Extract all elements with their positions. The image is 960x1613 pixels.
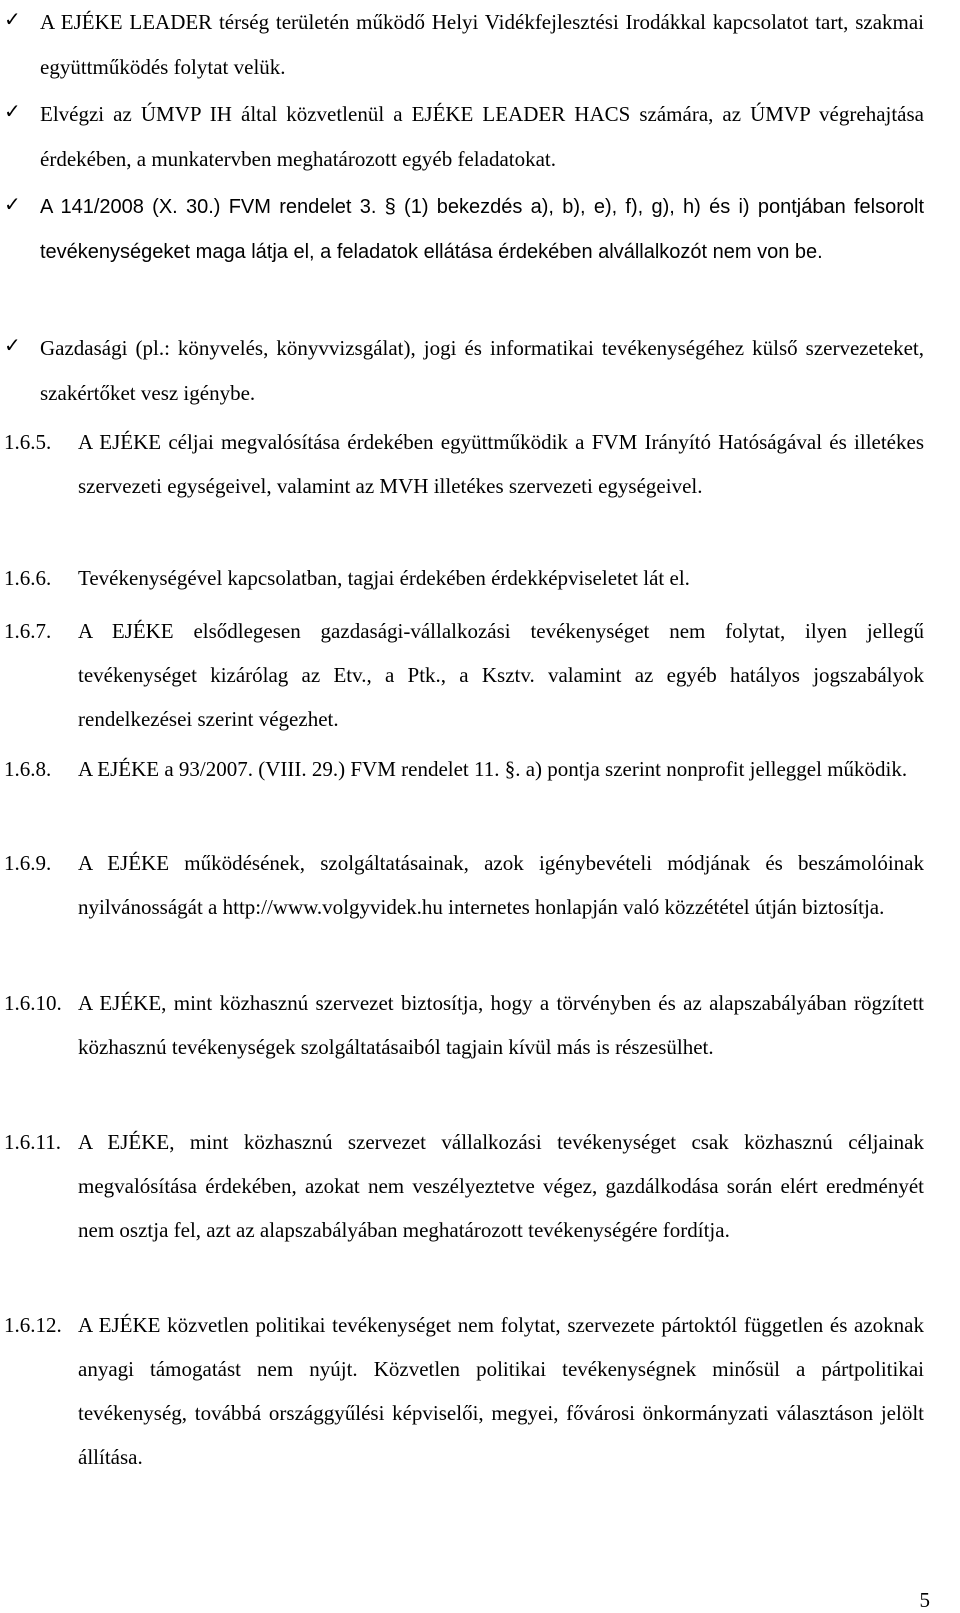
numbered-paragraph — [4, 556, 924, 600]
numbered-paragraph — [4, 1120, 924, 1252]
paragraph-text: A EJÉKE közvetlen politikai tevékenységet nem folytat, szervezete pártoktól független és azoknak anyagi támogatást nem nyújt. Közvetlen politikai tevékenységnek minősül a pártpolitikai tevékenység, továbbá országgyűlési képviselői, megyei, fővárosi önkormányzati választáson jelölt állítása. — [78, 1313, 924, 1469]
paragraph-text: A EJÉKE elsődlegesen gazdasági-vállalkozási tevékenységet nem folytat, ilyen jellegű tevékenységet kizárólag az Etv., a Ptk., a Ksztv. valamint az egyéb hatályos jogszabályok rendelkezései szerint végezhet. — [78, 619, 924, 731]
bullet-text: A 141/2008 (X. 30.) FVM rendelet 3. § (1) bekezdés a), b), e), f), g), h) és i) pontjában felsorolt tevékenységeket maga látja el, a feladatok ellátása érdekében alvállalkozót nem von be. — [40, 196, 924, 263]
numbered-paragraph — [4, 420, 924, 508]
paragraph-text: A EJÉKE a 93/2007. (VIII. 29.) FVM rendelet 11. §. a) pontja szerint nonprofit jelleggel működik. — [78, 757, 908, 781]
paragraph-text: A EJÉKE működésének, szolgáltatásainak, azok igénybevételi módjának és beszámolóinak nyilvánosságát a http://www.volgyvidek.hu internetes honlapján való közzététel útján biztosítja. — [78, 851, 924, 919]
bullet-text: Elvégzi az ÚMVP IH által közvetlenül a EJÉKE LEADER HACS számára, az ÚMVP végrehajtása érdekében, a munkatervben meghatározott egyéb feladatokat. — [40, 102, 924, 171]
numbered-paragraph — [4, 747, 924, 791]
bullet-item — [4, 185, 924, 274]
paragraph-number: 1.6.12. — [4, 1313, 62, 1337]
bullet-item — [4, 326, 924, 415]
paragraph-text: A EJÉKE, mint közhasznú szervezet vállalkozási tevékenységet csak közhasznú céljainak megvalósítása érdekében, azokat nem veszélyeztetve végez, gazdálkodása során elért eredményét nem osztja fel, azt az alapszabályában meghatározott tevékenységére fordítja. — [78, 1130, 924, 1242]
paragraph-text: A EJÉKE, mint közhasznú szervezet biztosítja, hogy a törvényben és az alapszabályában rögzített közhasznú tevékenységek szolgáltatásaiból tagjain kívül más is részesülhet. — [78, 991, 924, 1059]
paragraph-number: 1.6.7. — [4, 619, 52, 643]
numbered-paragraph — [4, 841, 924, 929]
paragraph-number: 1.6.8. — [4, 757, 52, 781]
checkmark-icon: ✓ — [4, 192, 21, 216]
paragraph-number: 1.6.9. — [4, 851, 52, 875]
checkmark-icon: ✓ — [4, 7, 21, 31]
numbered-paragraph — [4, 1303, 924, 1479]
page-number: 5 — [919, 1588, 930, 1612]
bullet-item — [4, 92, 924, 181]
paragraph-number: 1.6.11. — [4, 1130, 61, 1154]
numbered-paragraph — [4, 981, 924, 1069]
bullet-item — [4, 0, 924, 89]
bullet-text: Gazdasági (pl.: könyvelés, könyvvizsgálat), jogi és informatikai tevékenységéhez külső szervezeteket, szakértőket vesz igénybe. — [40, 336, 924, 405]
bullet-text: A EJÉKE LEADER térség területén működő Helyi Vidékfejlesztési Irodákkal kapcsolatot tart, szakmai együttműködés folytat velük. — [40, 10, 924, 79]
paragraph-number: 1.6.10. — [4, 991, 62, 1015]
paragraph-text: A EJÉKE céljai megvalósítása érdekében együttműködik a FVM Irányító Hatóságával és illetékes szervezeti egységeivel, valamint az MVH illetékes szervezeti egységeivel. — [78, 430, 924, 498]
paragraph-number: 1.6.6. — [4, 566, 52, 590]
paragraph-number: 1.6.5. — [4, 430, 52, 454]
checkmark-icon: ✓ — [4, 99, 21, 123]
checkmark-icon: ✓ — [4, 333, 21, 357]
paragraph-text: Tevékenységével kapcsolatban, tagjai érdekében érdekképviseletet lát el. — [78, 566, 690, 590]
numbered-paragraph — [4, 609, 924, 741]
